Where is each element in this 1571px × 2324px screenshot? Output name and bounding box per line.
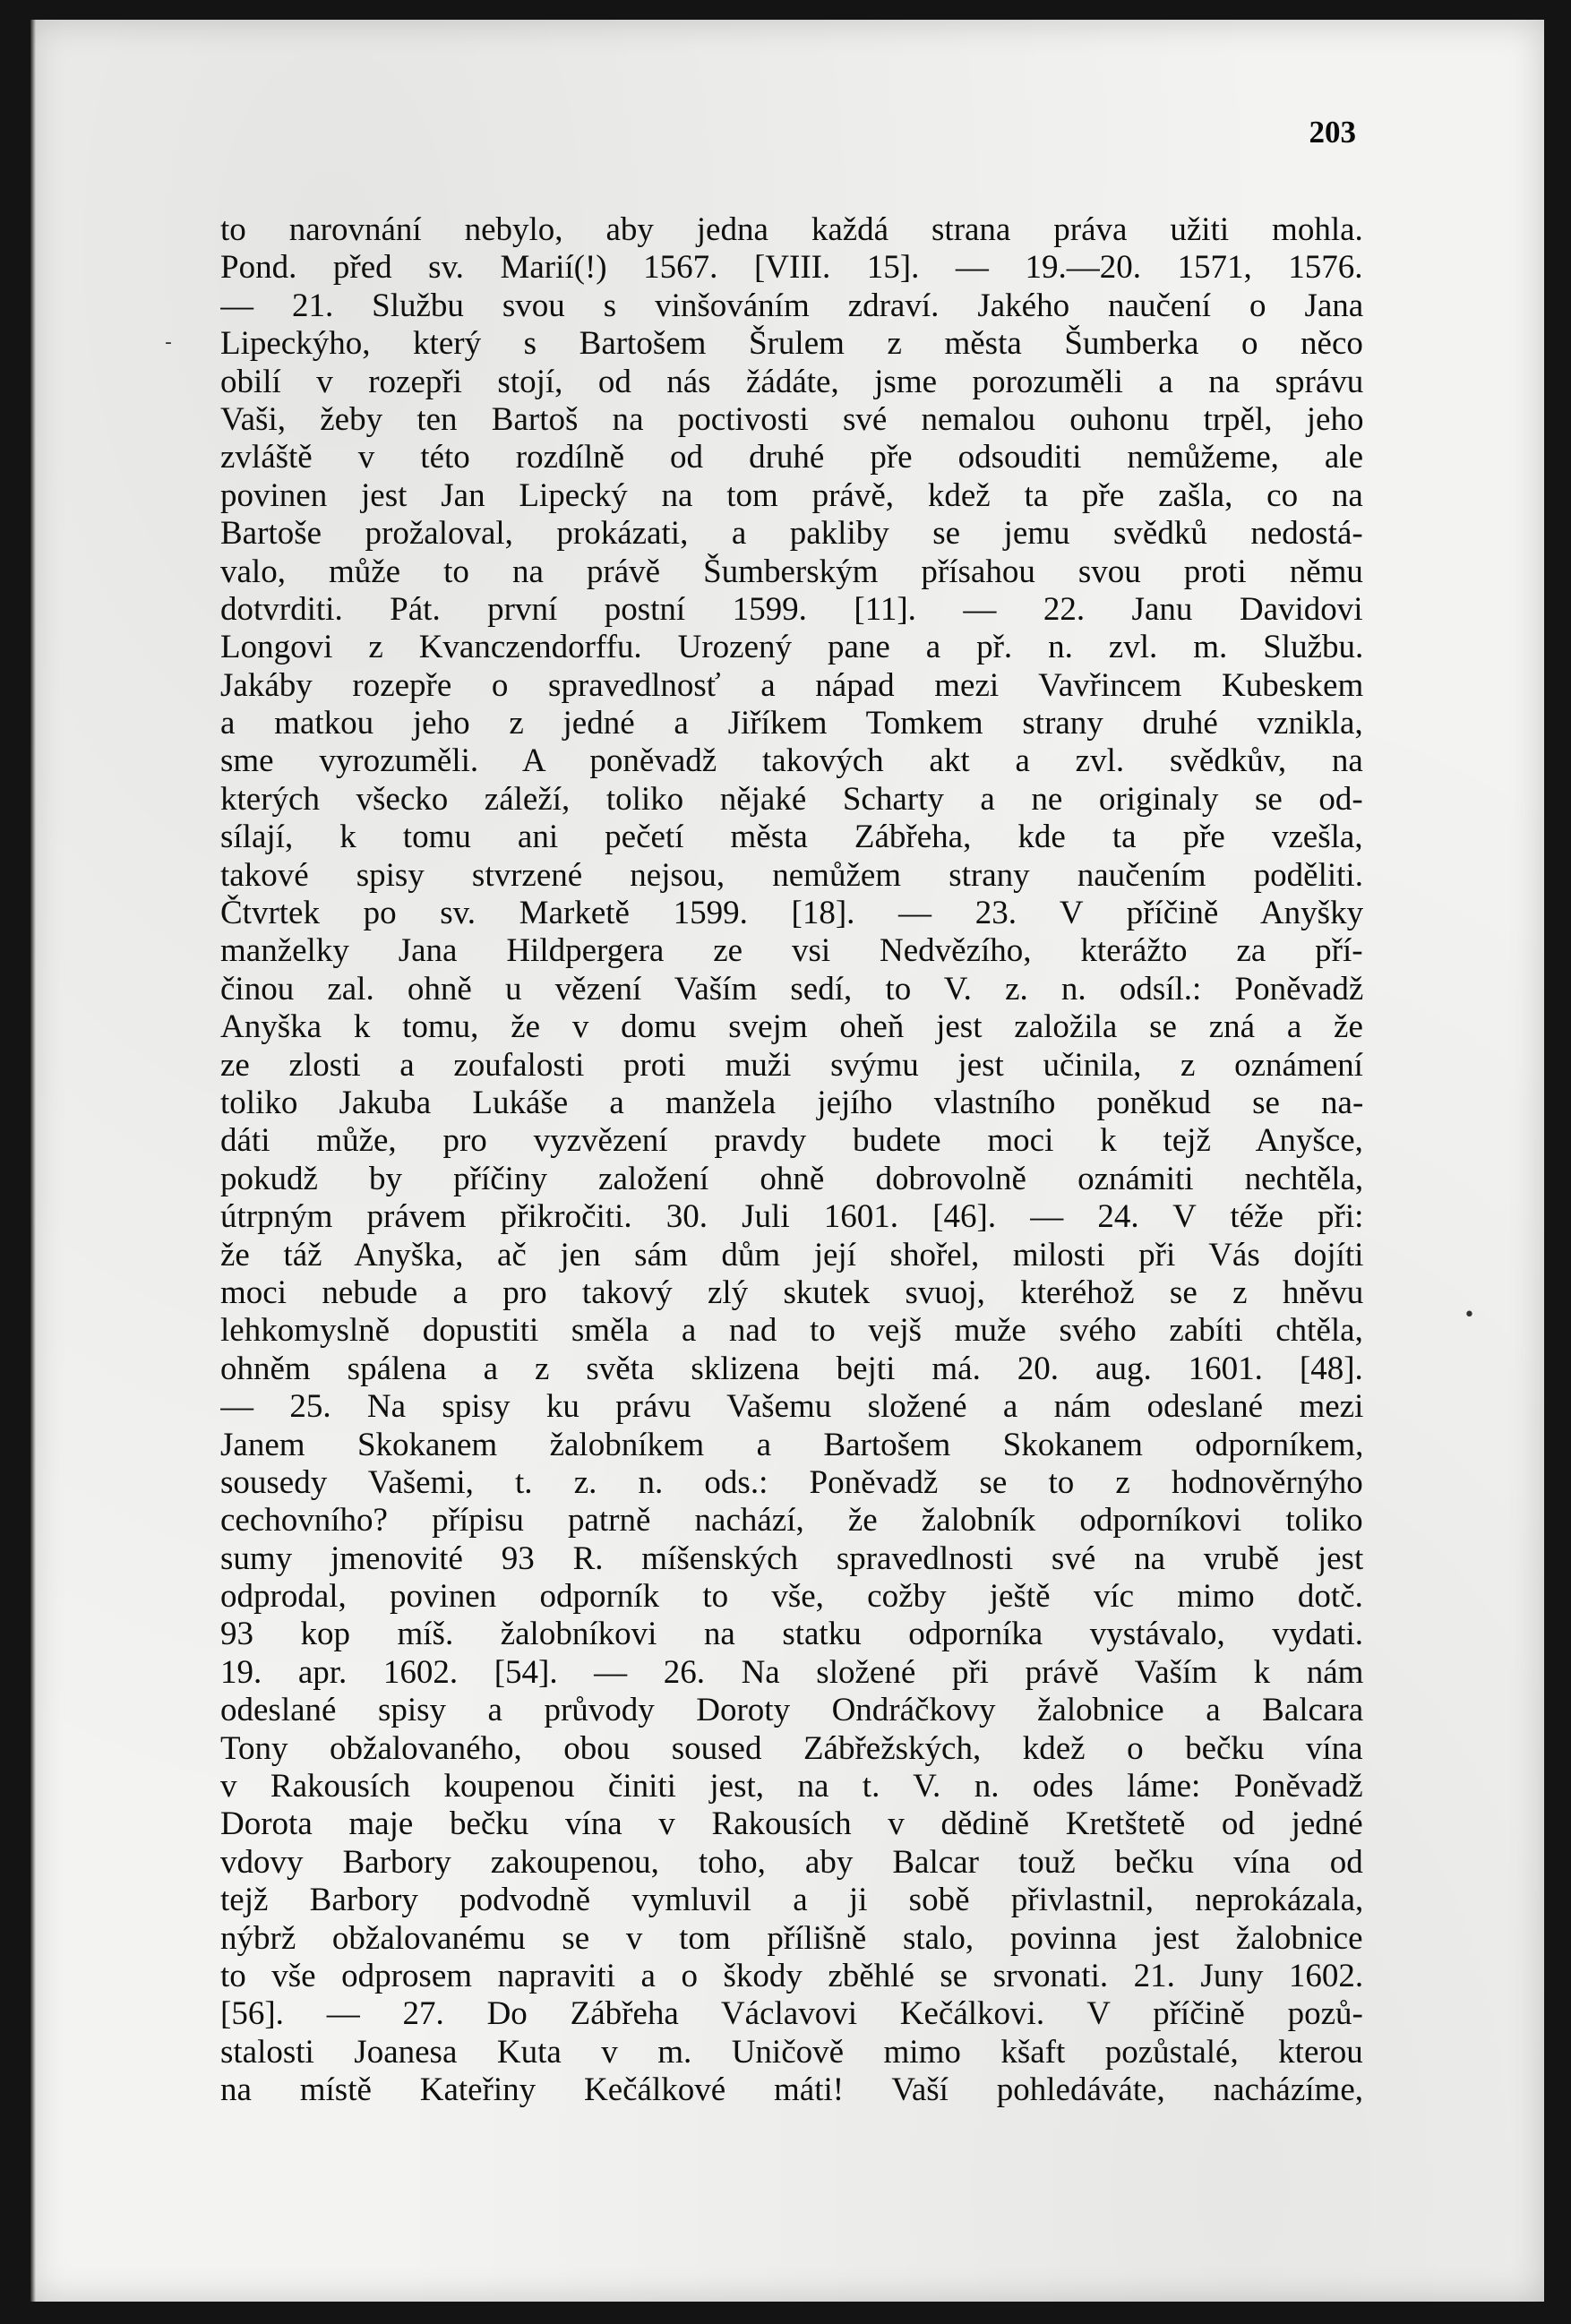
- text-line: to vše odprosem napraviti a o škody zběhlé se srvonati. 21. Juny 1602.: [220, 1957, 1363, 1994]
- margin-dot: •: [1464, 1304, 1475, 1326]
- text-line: Anyška k tomu, že v domu svejm oheň jest založila se zná a že: [220, 1008, 1363, 1046]
- text-line: Longovi z Kvanczendorffu. Urozený pane a př. n. zvl. m. Službu.: [220, 629, 1363, 666]
- text-line: to narovnání nebylo, aby jedna každá strana práva užiti mohla.: [220, 211, 1363, 248]
- text-line: sumy jmenovité 93 R. míšenských spravedlnosti své na vrubě jest: [220, 1539, 1363, 1577]
- body-text: [220, 211, 1363, 2110]
- text-line: Dorota maje bečku vína v Rakousích v dědině Kretštetě od jedné: [220, 1805, 1363, 1843]
- text-line: stalosti Joanesa Kuta v m. Uničově mimo kšaft pozůstalé, kterou: [220, 2033, 1363, 2071]
- text-line: útrpným právem přikročiti. 30. Juli 1601. [46]. — 24. V téže při:: [220, 1198, 1363, 1236]
- text-line: Lipeckýho, který s Bartošem Šrulem z města Šumberka o něco: [220, 325, 1363, 363]
- text-line: tejž Barbory podvodně vymluvil a ji sobě přivlastnil, neprokázala,: [220, 1882, 1363, 1919]
- text-line: Jakáby rozepře o spravedlnosť a nápad mezi Vavřincem Kubeskem: [220, 666, 1363, 704]
- text-line: lehkomyslně dopustiti směla a nad to vejš muže svého zabíti chtěla,: [220, 1312, 1363, 1350]
- text-line: takové spisy stvrzené nejsou, nemůžem strany naučením poděliti.: [220, 856, 1363, 894]
- text-line: Čtvrtek po sv. Marketě 1599. [18]. — 23. V příčině Anyšky: [220, 895, 1363, 932]
- text-line: Bartoše prožaloval, prokázati, a pakliby se jemu svědků nedostá-: [220, 515, 1363, 553]
- text-line: — 21. Službu svou s vinšováním zdraví. Jakého naučení o Jana: [220, 287, 1363, 324]
- text-line: cechovního? přípisu patrně nachází, že žalobník odporníkovi toliko: [220, 1502, 1363, 1539]
- text-line: odprodal, povinen odporník to vše, cožby ještě víc mimo dotč.: [220, 1578, 1363, 1616]
- text-line: sílají, k tomu ani pečetí města Zábřeha, kde ta pře vzešla,: [220, 819, 1363, 856]
- text-line: dotvrditi. Pát. první postní 1599. [11]. — 22. Janu Davidovi: [220, 590, 1363, 628]
- page-edge-shadow: [30, 20, 36, 2302]
- text-line: nýbrž obžalovanému se v tom přílišně stalo, povinna jest žalobnice: [220, 1919, 1363, 1957]
- text-line: [56]. — 27. Do Zábřeha Václavovi Kečálkovi. V příčině pozů-: [220, 1995, 1363, 2033]
- text-line: pokudž by příčiny založení ohně dobrovolně oznámiti nechtěla,: [220, 1160, 1363, 1197]
- text-line: ohněm spálena a z světa sklizena bejti má. 20. aug. 1601. [48].: [220, 1350, 1363, 1387]
- text-line: odeslané spisy a průvody Doroty Ondráčkovy žalobnice a Balcara: [220, 1692, 1363, 1729]
- text-line: manželky Jana Hildpergera ze vsi Nedvězího, kterážto za pří-: [220, 932, 1363, 970]
- text-line: povinen jest Jan Lipecký na tom právě, kdež ta pře zašla, co na: [220, 476, 1363, 514]
- text-line: dáti může, pro vyzvězení pravdy budete moci k tejž Anyšce,: [220, 1122, 1363, 1160]
- text-line: na místě Kateřiny Kečálkové máti! Vaší pohledáváte, nacházíme,: [220, 2071, 1363, 2109]
- page-number: 203: [1309, 115, 1356, 150]
- text-line: že táž Anyška, ač jen sám dům její shořel, milosti při Vás dojíti: [220, 1236, 1363, 1273]
- text-line: sousedy Vašemi, t. z. n. ods.: Poněvadž se to z hodnověrnýho: [220, 1463, 1363, 1501]
- text-line: ze zlosti a zoufalosti proti muži svýmu jest učinila, z oznámení: [220, 1046, 1363, 1084]
- text-line: zvláště v této rozdílně od druhé pře odsouditi nemůžeme, ale: [220, 439, 1363, 476]
- text-line: a matkou jeho z jedné a Jiříkem Tomkem strany druhé vznikla,: [220, 705, 1363, 742]
- text-line: Tony obžalovaného, obou soused Zábřežských, kdež o bečku vína: [220, 1729, 1363, 1767]
- text-line: valo, může to na právě Šumberským přísahou svou proti němu: [220, 553, 1363, 590]
- text-line: sme vyrozuměli. A poněvadž takových akt a zvl. svědkův, na: [220, 742, 1363, 780]
- margin-mark: -: [165, 331, 172, 354]
- text-line: 19. apr. 1602. [54]. — 26. Na složené při právě Vaším k nám: [220, 1653, 1363, 1691]
- text-line: toliko Jakuba Lukáše a manžela jejího vlastního poněkud se na-: [220, 1084, 1363, 1121]
- text-line: Pond. před sv. Marií(!) 1567. [VIII. 15]. — 19.—20. 1571, 1576.: [220, 249, 1363, 287]
- text-line: Vaši, žeby ten Bartoš na poctivosti své nemalou ouhonu trpěl, jeho: [220, 400, 1363, 438]
- text-line: moci nebude a pro takový zlý skutek svuoj, kteréhož se z hněvu: [220, 1273, 1363, 1311]
- text-line: — 25. Na spisy ku právu Vašemu složené a nám odeslané mezi: [220, 1388, 1363, 1426]
- text-line: v Rakousích koupenou činiti jest, na t. V. n. odes láme: Poněvadž: [220, 1768, 1363, 1805]
- text-line: 93 kop míš. žalobníkovi na statku odporníka vystávalo, vydati.: [220, 1616, 1363, 1653]
- text-line: vdovy Barbory zakoupenou, toho, aby Balcar touž bečku vína od: [220, 1843, 1363, 1881]
- text-line: obilí v rozepři stojí, od nás žádáte, jsme porozuměli a na správu: [220, 363, 1363, 400]
- text-line: kterých všecko záleží, toliko nějaké Scharty a ne originaly se od-: [220, 780, 1363, 818]
- text-line: Janem Skokanem žalobníkem a Bartošem Skokanem odporníkem,: [220, 1426, 1363, 1463]
- text-line: činou zal. ohně u vězení Vaším sedí, to V. z. n. odsíl.: Poněvadž: [220, 970, 1363, 1008]
